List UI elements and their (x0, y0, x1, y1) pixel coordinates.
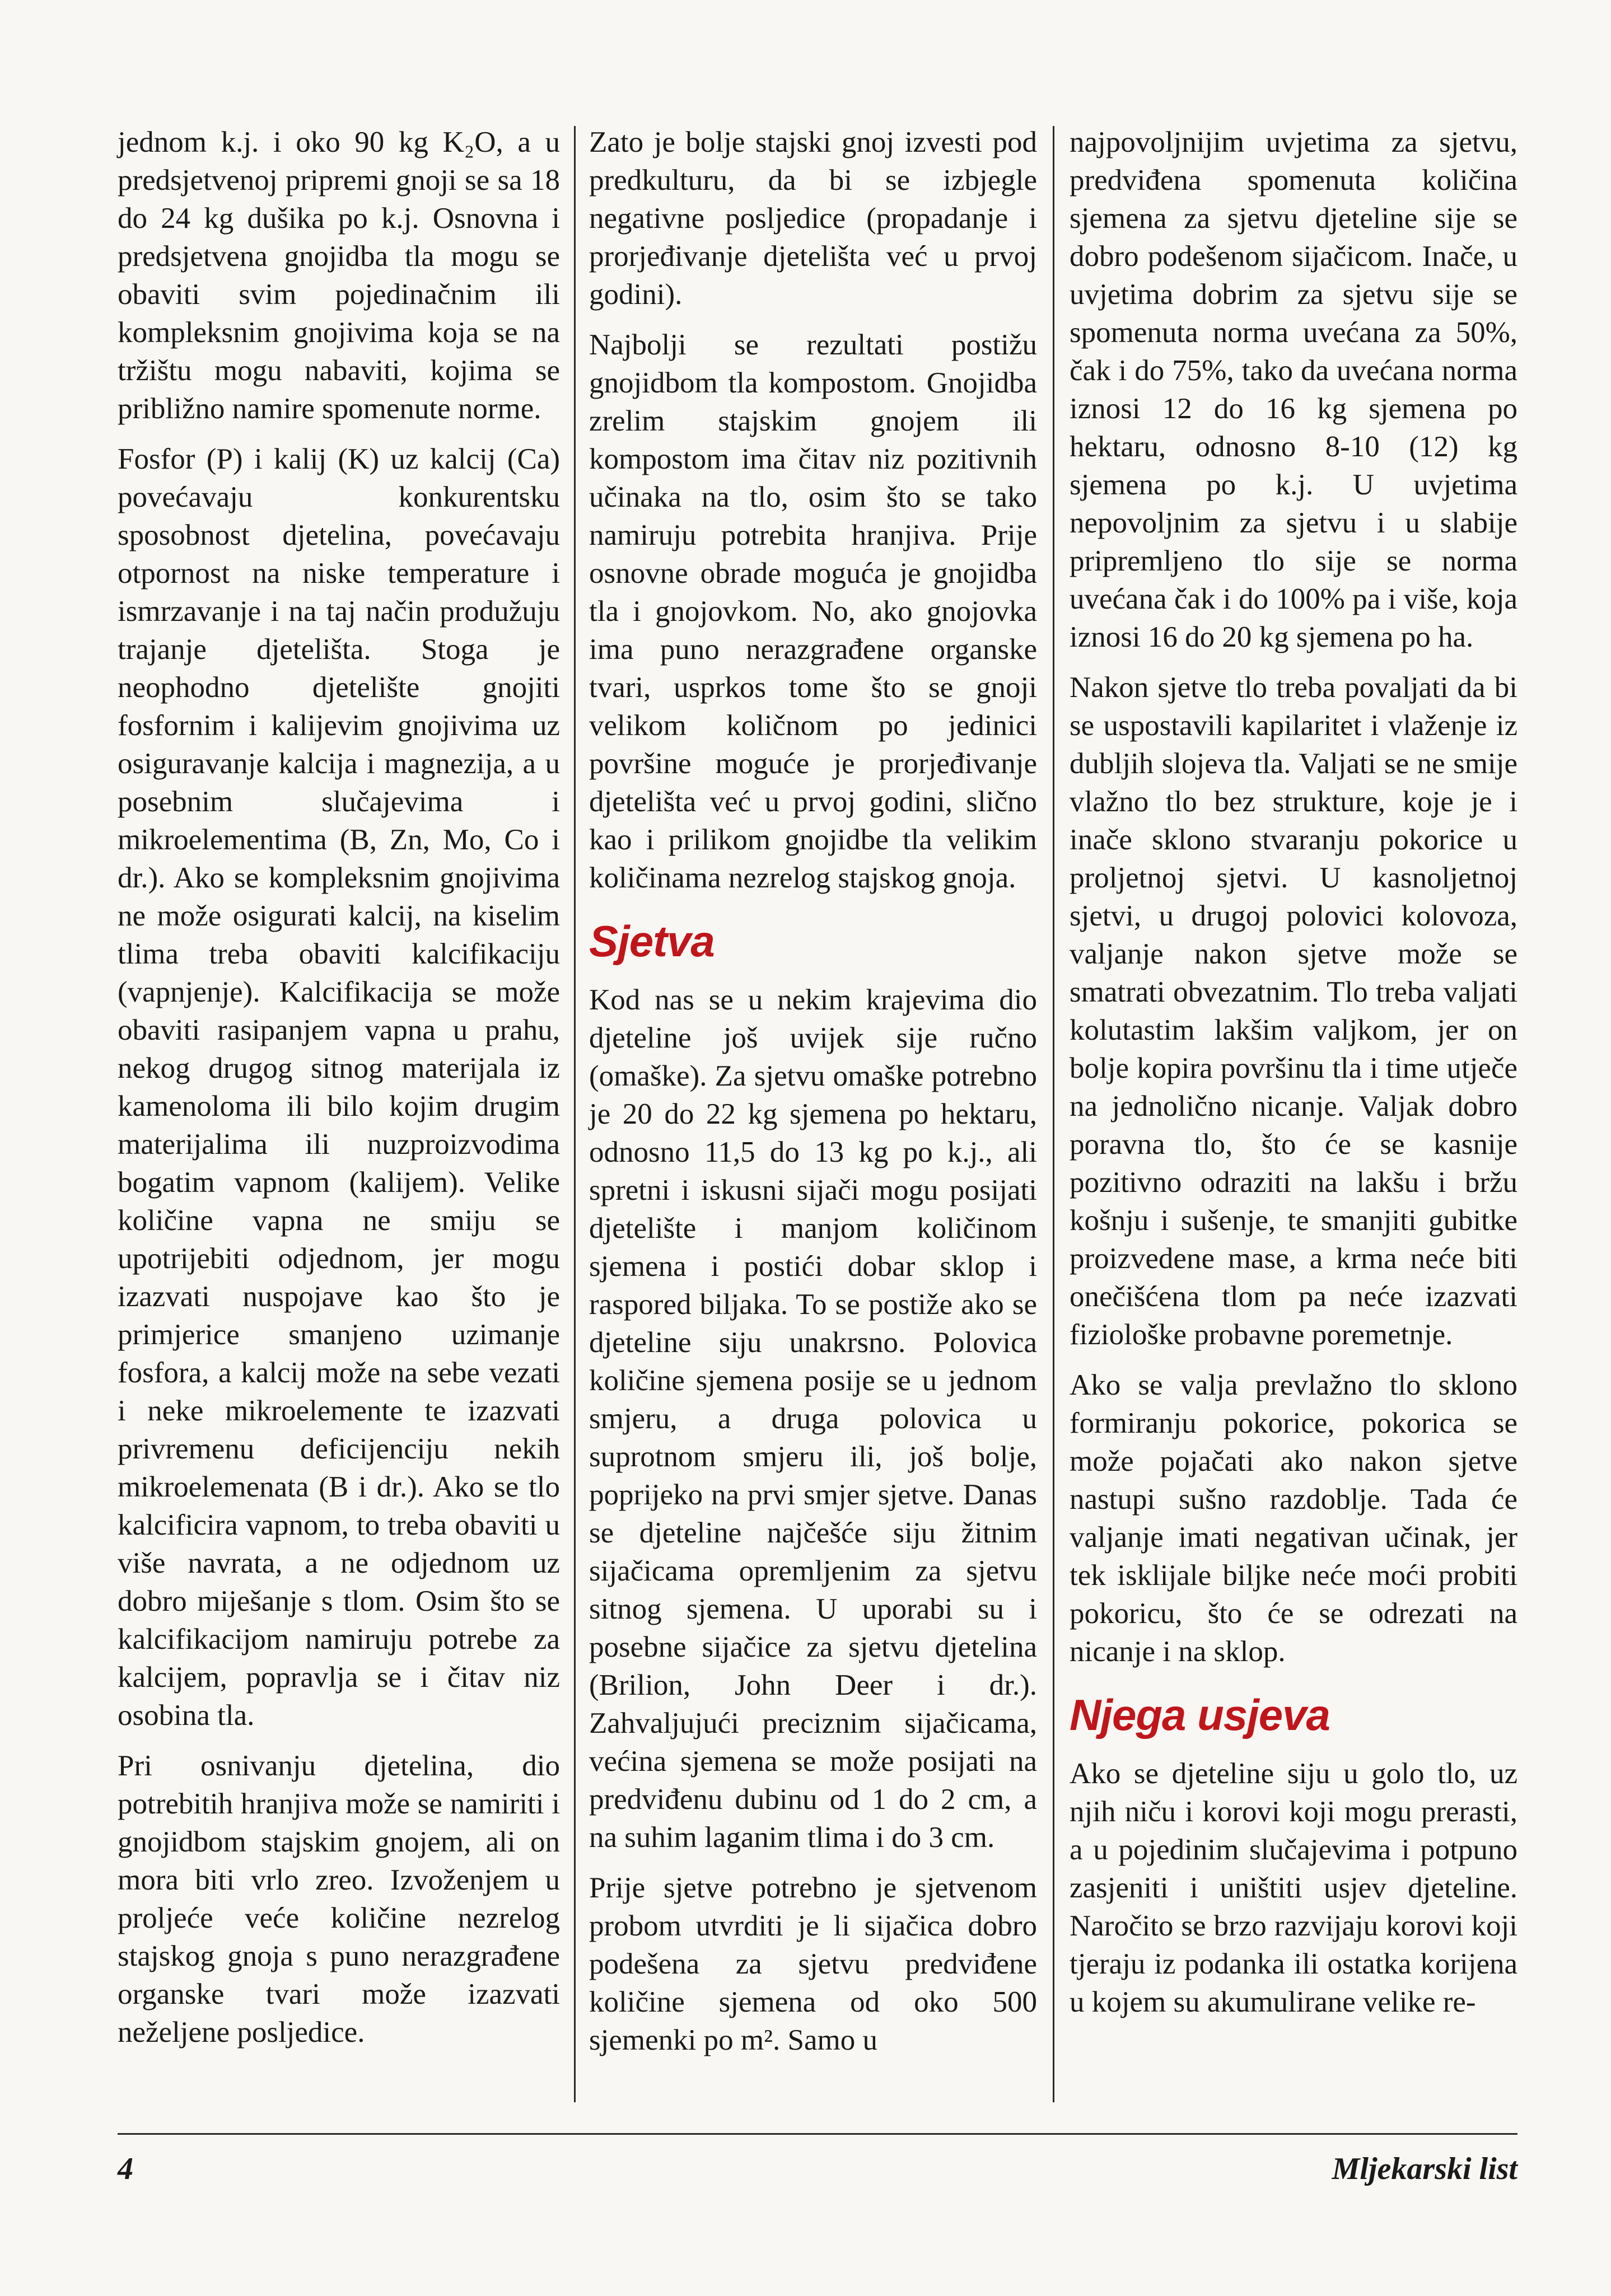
paragraph: Prije sjetve potrebno je sjetvenom probom utvrditi je li sijačica dobro podešena za sjetvu predviđene količine sjemena od oko 500 sjemenki po m². Samo u (589, 1872, 1037, 2056)
paragraph: Pri osnivanju djetelina, dio potrebitih hranjiva može se namiriti i gnojidbom stajskim gnojem, ali on mora biti vrlo zreo. Izvoženjem u proljeće veće količine nezrelog stajskog gnoja s puno nerazgrađene organske tvari može izazvati neželjene posljedice. (118, 1750, 560, 2049)
paragraph: Kod nas se u nekim krajevima dio djeteline još uvijek sije ručno (omaške). Za sjetvu omaške potrebno je 20 do 22 kg sjemena po hektaru, odnosno 11,5 do 13 kg po k.j., ali spretni i iskusni sijači mogu posijati djetelište i manjom količinom sjemena i postići dobar sklop i raspored biljaka. To se postiže ako se djeteline siju unakrsno. Polovica količine sjemena posije se u jednom smjeru, a druga polovica u suprotnom smjeru ili, još bolje, poprijeko na prvi smjer sjetve. Danas se djeteline najčešće siju žitnim sijačicama opremljenim za sjetvu sitnog sjemena. U uporabi su i posebne sijačice za sjetvu djetelina (Brilion, John Deer i dr.). Zahvaljujući preciznim sijačicama, većina sjemena se može posijati na predviđenu dubinu od 1 do 2 cm, a na suhim laganim tlima i do 3 cm. (589, 984, 1037, 1854)
section-heading-njega-usjeva: Njega usjeva (1070, 1690, 1330, 1739)
paragraph: Fosfor (P) i kalij (K) uz kalcij (Ca) povećavaju konkurentsku sposobnost djetelina, povećavaju otpornost na niske temperature i ismrzavanje i na taj način produžuju trajanje djetelišta. Stoga je neophodno djetelište gnojiti fosfornim i kalijevim gnojivima uz osiguravanje kalcija i magnezija, a u posebnim slučajevima i mikroelementima (B, Zn, Mo, Co i dr.). Ako se kompleksnim gnojivima ne može osigurati kalcij, na kiselim tlima treba obaviti kalcifikaciju (vapnjenje). Kalcifikacija se može obaviti rasipanjem vapna u prahu, nekog drugog sitnog materijala iz kamenoloma ili bilo kojim drugim materijalima ili nuzproizvodima bogatim vapnom (kalijem). Velike količine vapna ne smiju se upotrijebiti odjednom, jer mogu izazvati nuspojave kao što je primjerice smanjeno uzimanje fosfora, a kalcij može na sebe vezati i neke mikroelemente te izazvati privremenu deficijenciju nekih mikroelemenata (B i dr.). Ako se tlo kalcificira vapnom, to treba obaviti u više navrata, a ne odjednom uz dobro miješanje s tlom. Osim što se kalcifikacijom namiruju potrebe za kalcijem, popravlja se i čitav niz osobina tla. (118, 443, 560, 1732)
column-divider (574, 126, 576, 2102)
text-column-1 (118, 123, 560, 2105)
page-number: 4 (118, 2152, 133, 2186)
footer-rule (118, 2133, 1517, 2135)
text-column-2 (589, 123, 1037, 2105)
text-column-3 (1070, 123, 1517, 2105)
paragraph: Najbolji se rezultati postižu gnojidbom tla kompostom. Gnojidba zrelim stajskim gnojem ili kompostom ima čitav niz pozitivnih učinaka na tlo, osim što se tako namiruju potrebita hranjiva. Prije osnovne obrade moguća je gnojidba tla i gnojovkom. No, ako gnojovka ima puno nerazgrađene organske tvari, usprkos tome što se gnoji velikom količnom po jedinici površine moguće je prorjeđivanje djetelišta već u prvoj godini, slično kao i prilikom gnojidbe tla velikim količinama nezrelog stajskog gnoja. (589, 329, 1037, 894)
column-divider (1053, 126, 1054, 2102)
paragraph: Zato je bolje stajski gnoj izvesti pod predkulturu, da bi se izbjegle negativne posljedice (propadanje i prorjeđivanje djetelišta već u prvoj godini). (589, 126, 1037, 311)
paragraph: Nakon sjetve tlo treba povaljati da bi se uspostavili kapilaritet i vlaženje iz dubljih slojeva tla. Valjati se ne smije vlažno tlo bez strukture, koje je i inače sklono stvaranju pokorice u proljetnoj sjetvi. U kasnoljetnoj sjetvi, u drugoj polovici kolovoza, valjanje nakon sjetve može se smatrati obvezatnim. Tlo treba valjati kolutastim lakšim valjkom, jer on bolje kopira površinu tla i time utječe na jednolično nicanje. Valjak dobro poravna tlo, što će se kasnije pozitivno odraziti na lakšu i bržu košnju i sušenje, te smanjiti gubitke proizvedene mase, a krma neće biti onečišćena tlom pa neće izazvati fiziološke probavne poremetnje. (1070, 671, 1517, 1351)
paragraph: Ako se valja prevlažno tlo sklono formiranju pokorice, pokorica se može pojačati ako nakon sjetve nastupi sušno razdoblje. Tada će valjanje imati negativan učinak, jer tek isklijale biljke neće moći probiti pokoricu, što će se odrezati na nicanje i na sklop. (1070, 1369, 1517, 1668)
journal-name: Mljekarski list (1332, 2152, 1517, 2186)
paragraph: najpovoljnijim uvjetima za sjetvu, predviđena spomenuta količina sjemena za sjetvu djeteline sije se dobro podešenom sijačicom. Inače, u uvjetima dobrim za sjetvu sije se spomenuta norma uvećana za 50%, čak i do 75%, tako da uvećana norma iznosi 12 do 16 kg sjemena po hektaru, odnosno 8-10 (12) kg sjemena po k.j. U uvjetima nepovoljnim za sjetvu i u slabije pripremljeno tlo sije se norma uvećana čak i do 100% pa i više, koja iznosi 16 do 20 kg sjemena po ha. (1070, 126, 1517, 653)
section-heading-sjetva: Sjetva (589, 916, 715, 966)
paragraph: jednom k.j. i oko 90 kg K₂O, a u predsjetvenoj pripremi gnoji se sa 18 do 24 kg dušika po k.j. Osnovna i predsjetvena gnojidba tla mogu se obaviti svim pojedinačnim ili kompleksnim gnojivima koja se na tržištu mogu nabaviti, kojima se približno namire spomenute norme. (118, 126, 560, 425)
paragraph: Ako se djeteline siju u golo tlo, uz njih niču i korovi koji mogu prerasti, a u pojedinim slučajevima i potpuno zasjeniti i uništiti usjev djeteline. Naročito se brzo razvijaju korovi koji tjeraju iz podanka ili ostatka korijena u kojem su akumulirane velike re- (1070, 1757, 1517, 2018)
